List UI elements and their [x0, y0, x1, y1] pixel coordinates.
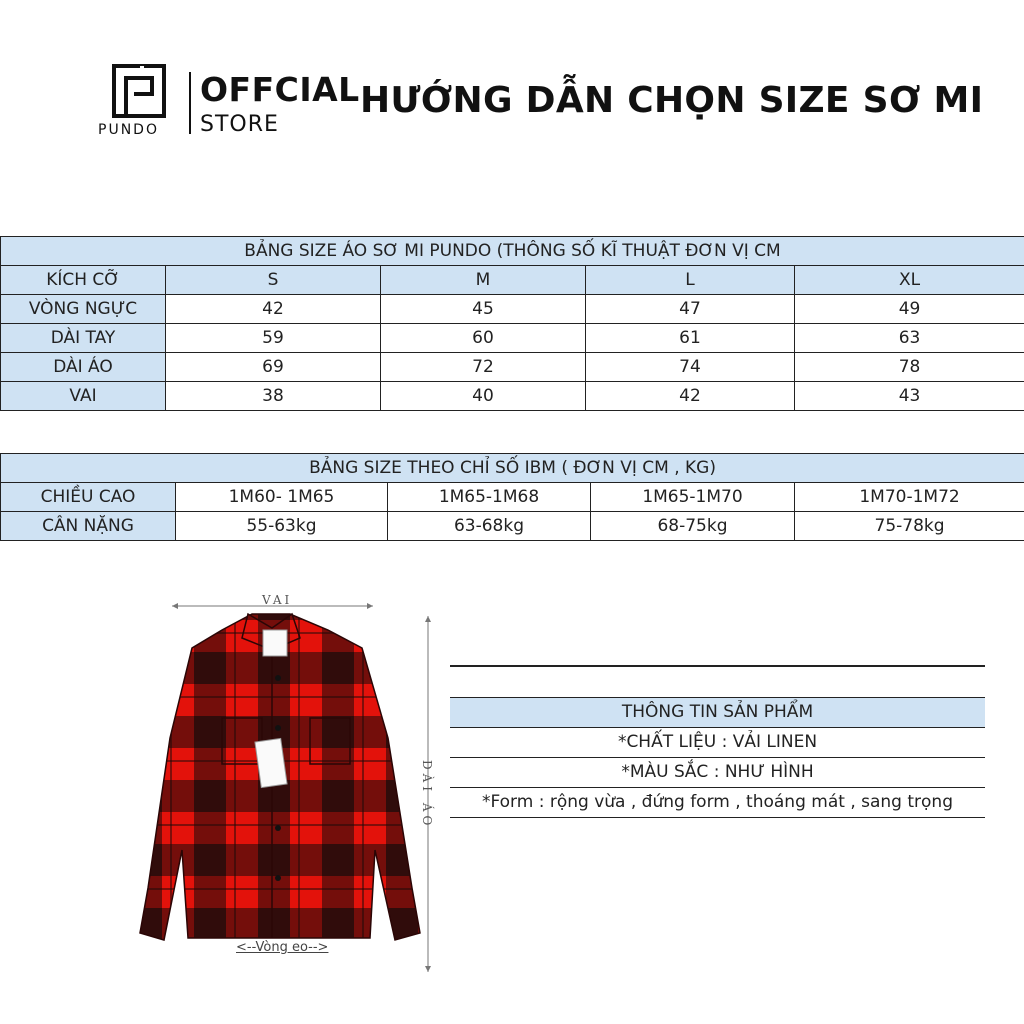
table-cell: 74 [586, 353, 795, 382]
table-cell: 49 [795, 295, 1024, 324]
waist-label: <--Vòng eo--> [236, 940, 329, 955]
row-label: CHIỀU CAO [1, 483, 176, 512]
table-cell: 69 [166, 353, 381, 382]
size-table [0, 236, 1024, 411]
row-label: CÂN NẶNG [1, 512, 176, 541]
row-label: DÀI ÁO [1, 353, 166, 382]
product-info-line: *MÀU SẮC : NHƯ HÌNH [450, 758, 985, 788]
table-cell: 68-75kg [591, 512, 795, 541]
table-cell: 47 [586, 295, 795, 324]
table-row [1, 295, 1024, 324]
size-column-header: XL [795, 266, 1024, 295]
table-cell: 78 [795, 353, 1024, 382]
table-row [1, 512, 1024, 541]
bmi-table [0, 453, 1024, 541]
logo-divider [189, 72, 191, 134]
table-cell: 1M70-1M72 [795, 483, 1024, 512]
size-table-header-row [1, 266, 1024, 295]
product-info-table [450, 697, 985, 818]
logo-name: PUNDO [98, 122, 159, 138]
shirt-product-image [130, 588, 460, 978]
table-cell: 55-63kg [176, 512, 388, 541]
store-label-store: STORE [200, 112, 279, 137]
pundo-logo-icon [112, 64, 166, 118]
table-cell: 63 [795, 324, 1024, 353]
store-label-official: OFFCIAL [200, 70, 360, 109]
bmi-table-caption: BẢNG SIZE THEO CHỈ SỐ IBM ( ĐƠN VỊ CM , KG) [1, 454, 1024, 483]
product-info-heading: THÔNG TIN SẢN PHẨM [450, 697, 985, 728]
table-cell: 42 [166, 295, 381, 324]
length-label: DÀI ÁO [420, 760, 434, 830]
table-row [1, 324, 1024, 353]
product-info-line: *Form : rộng vừa , đứng form , thoáng mát , sang trọng [450, 788, 985, 818]
table-cell: 61 [586, 324, 795, 353]
table-cell: 59 [166, 324, 381, 353]
info-divider [450, 665, 985, 667]
table-cell: 60 [381, 324, 586, 353]
size-column-header: L [586, 266, 795, 295]
table-cell: 43 [795, 382, 1024, 411]
row-label: DÀI TAY [1, 324, 166, 353]
row-label: VÒNG NGỰC [1, 295, 166, 324]
shoulder-label: VAI [262, 593, 293, 607]
size-column-header: KÍCH CỠ [1, 266, 166, 295]
table-row [1, 483, 1024, 512]
table-cell: 72 [381, 353, 586, 382]
size-column-header: M [381, 266, 586, 295]
page-title: HƯỚNG DẪN CHỌN SIZE SƠ MI [360, 80, 984, 121]
table-cell: 1M65-1M70 [591, 483, 795, 512]
row-label: VAI [1, 382, 166, 411]
product-info-line: *CHẤT LIỆU : VẢI LINEN [450, 728, 985, 758]
table-cell: 42 [586, 382, 795, 411]
table-row [1, 353, 1024, 382]
table-cell: 63-68kg [388, 512, 591, 541]
table-cell: 38 [166, 382, 381, 411]
size-column-header: S [166, 266, 381, 295]
table-cell: 40 [381, 382, 586, 411]
table-cell: 1M60- 1M65 [176, 483, 388, 512]
size-table-caption: BẢNG SIZE ÁO SƠ MI PUNDO (THÔNG SỐ KĨ THUẬT ĐƠN VỊ CM [1, 237, 1024, 266]
table-cell: 75-78kg [795, 512, 1024, 541]
table-row [1, 382, 1024, 411]
table-cell: 1M65-1M68 [388, 483, 591, 512]
table-cell: 45 [381, 295, 586, 324]
